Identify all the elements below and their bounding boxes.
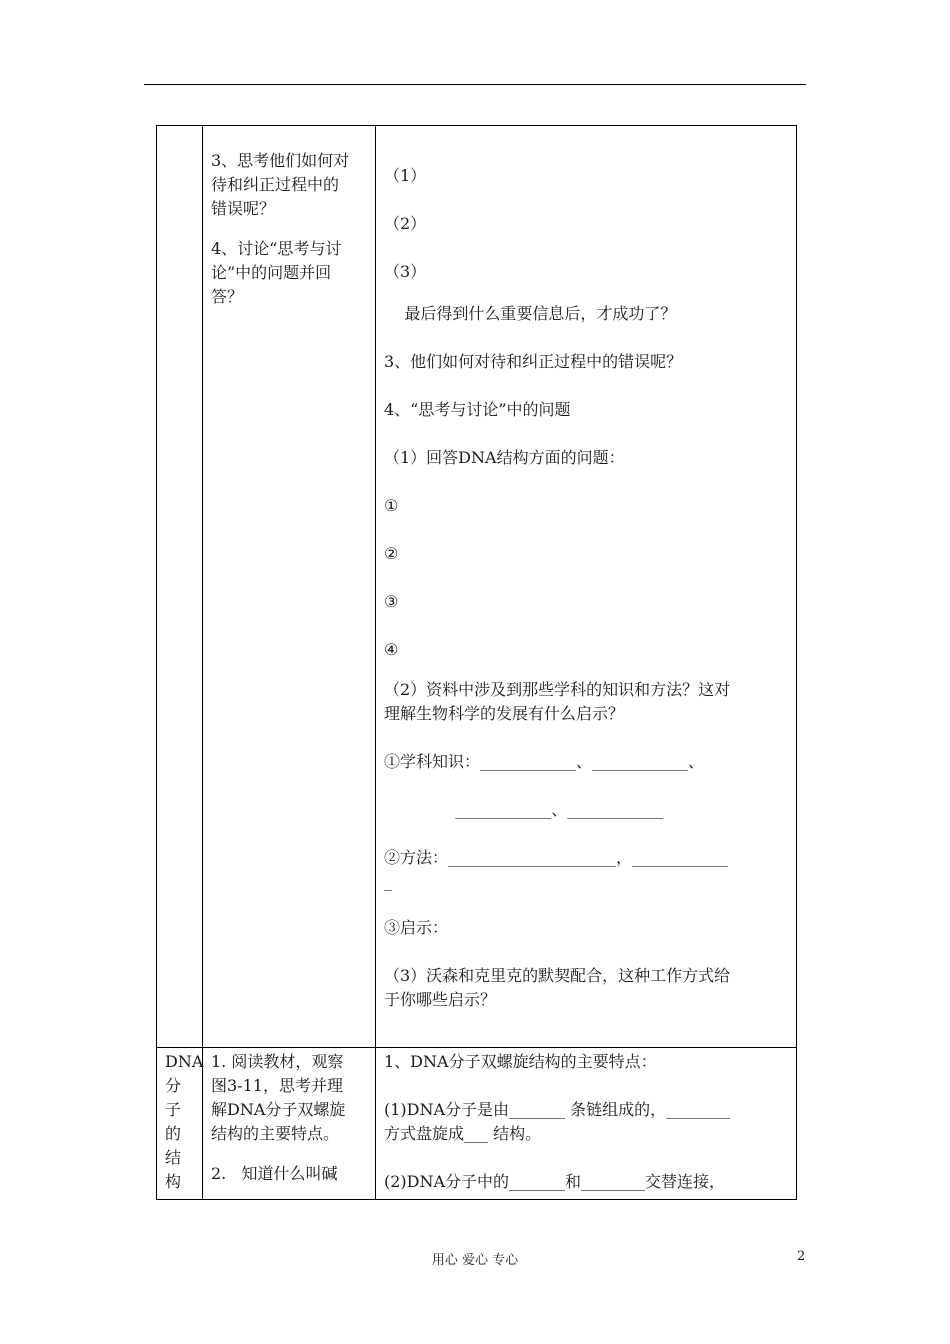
activity-text-line: 结构的主要特点。 [211, 1124, 340, 1143]
content-text-line: （2）资料中涉及到那些学科的知识和方法？这对 [384, 680, 731, 699]
content-text-line: （1）回答DNA结构方面的问题： [384, 448, 625, 467]
content-text-line: 4、“思考与讨论”中的问题 [384, 400, 571, 419]
content-text-line: ③启示： [384, 918, 449, 937]
activity-text-line: 2. 知道什么叫碱 [211, 1164, 338, 1183]
content-text-line: 理解生物科学的发展有什么启示？ [384, 704, 625, 723]
content-text-line: 于你哪些启示？ [384, 990, 497, 1009]
table-row [157, 126, 797, 1048]
activity-text-line: 1. 阅读教材，观察 [211, 1052, 344, 1071]
section-title-char: 分 [165, 1076, 182, 1095]
activity-text-line: 答？ [211, 287, 244, 306]
section-title-cell [157, 126, 203, 1048]
content-text-line: （2） [384, 214, 427, 233]
content-text-line: 方式盘旋成___ 结构。 [384, 1124, 542, 1143]
content-text-line: （3） [384, 262, 427, 281]
content-text-line: ③ [384, 592, 399, 611]
activity-text-line: 3、思考他们如何对 [211, 151, 350, 170]
activity-text-line: 论”中的问题并回 [211, 263, 332, 282]
header-rule [144, 84, 806, 85]
content-text-line: _ [384, 872, 392, 891]
content-text-line: （3）沃森和克里克的默契配合，这种工作方式给 [384, 966, 731, 985]
content-text-line: ____________、____________ [384, 800, 664, 819]
activity-cell [203, 126, 376, 1048]
section-title-cell [157, 1048, 203, 1200]
content-text-line: 1、DNA分子双螺旋结构的主要特点： [384, 1052, 657, 1071]
section-title-char: 构 [165, 1172, 182, 1191]
section-title-char: 结 [165, 1148, 182, 1167]
section-title-char: DNA [165, 1052, 204, 1071]
content-text-line: 最后得到什么重要信息后，才成功了？ [384, 304, 677, 323]
content-text-line: ②方法：_____________________，____________ [384, 848, 729, 867]
content-text-line: （1） [384, 166, 427, 185]
content-text-line: ④ [384, 640, 399, 659]
page-number: 2 [797, 1249, 806, 1264]
footer-slogan: 用心 爱心 专心 [431, 1253, 519, 1268]
activity-text-line: 错误呢？ [211, 199, 276, 218]
content-text-line: ① [384, 496, 399, 515]
table-row [157, 1048, 797, 1200]
content-text-line: ② [384, 544, 399, 563]
lesson-table [156, 125, 797, 1200]
activity-text-line: 4、讨论“思考与讨 [211, 239, 342, 258]
activity-text-line: 图3-11，思考并理 [211, 1076, 343, 1095]
content-text-line: (2)DNA分子中的_______和________交替连接， [384, 1172, 726, 1191]
content-cell [376, 1048, 797, 1200]
content-text-line: (1)DNA分子是由_______ 条链组成的，________ [384, 1100, 731, 1119]
section-title-char: 的 [165, 1124, 182, 1143]
content-text-line: ①学科知识：____________、____________、 [384, 752, 705, 771]
section-title-char: 子 [165, 1100, 182, 1119]
activity-text-line: 解DNA分子双螺旋 [211, 1100, 346, 1119]
content-cell [376, 126, 797, 1048]
activity-text-line: 待和纠正过程中的 [211, 175, 340, 194]
content-text-line: 3、他们如何对待和纠正过程中的错误呢？ [384, 352, 683, 371]
activity-cell [203, 1048, 376, 1200]
